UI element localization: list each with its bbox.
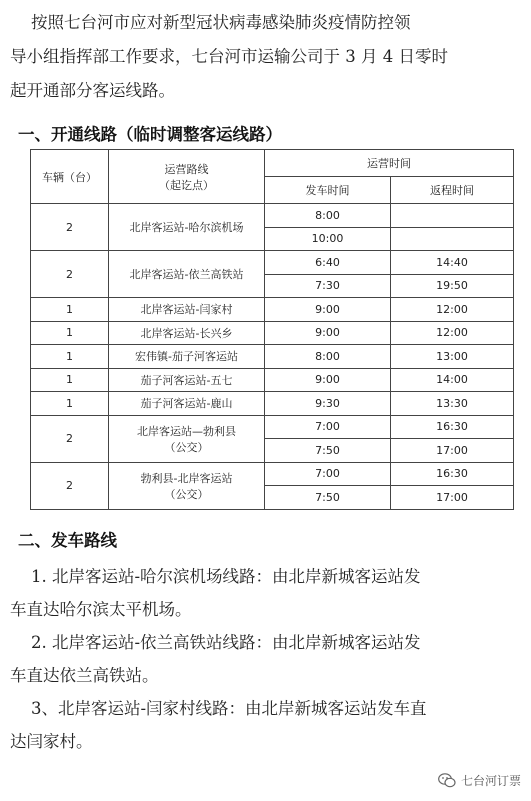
cell-depart-time: 6:40 bbox=[265, 251, 391, 275]
cell-return-time: 16:30 bbox=[391, 462, 514, 486]
cell-route bbox=[109, 204, 265, 251]
cell-return-time: 14:40 bbox=[391, 251, 514, 275]
cell-return-time: 13:00 bbox=[391, 345, 514, 369]
route-label: 茄子河客运站-五七 bbox=[140, 373, 233, 387]
cell-vehicles: 2 bbox=[31, 462, 109, 509]
section2-title: 二、发车路线 bbox=[18, 531, 117, 550]
header-vehicles: 车辆（台） bbox=[31, 150, 109, 204]
table-row bbox=[31, 251, 514, 275]
intro-line-2: 导小组指挥部工作要求，七台河市运输公司于 3 月 4 日零时 bbox=[10, 47, 448, 66]
watermark bbox=[438, 772, 521, 789]
route-label: 勃利县-北岸客运站 bbox=[140, 471, 233, 485]
cell-depart-time: 9:00 bbox=[265, 321, 391, 345]
cell-return-time: 16:30 bbox=[391, 415, 514, 439]
cell-route bbox=[109, 368, 265, 392]
table-row bbox=[31, 345, 514, 369]
cell-vehicles: 1 bbox=[31, 392, 109, 416]
cell-depart-time: 7:00 bbox=[265, 462, 391, 486]
cell-route bbox=[109, 392, 265, 416]
route-sub-label: （公交） bbox=[164, 440, 209, 454]
cell-return-time bbox=[391, 204, 514, 228]
cell-return-time bbox=[391, 227, 514, 251]
header-time: 运营时间 bbox=[265, 150, 514, 177]
cell-vehicles: 2 bbox=[31, 251, 109, 298]
section1-title: 一、开通线路（临时调整客运线路） bbox=[18, 125, 282, 144]
cell-vehicles: 2 bbox=[31, 204, 109, 251]
cell-return-time: 17:00 bbox=[391, 439, 514, 463]
routes-description bbox=[10, 560, 523, 758]
route-label: 宏伟镇-茄子河客运站 bbox=[135, 350, 238, 364]
cell-route bbox=[109, 251, 265, 298]
route-line: 达闫家村。 bbox=[10, 732, 93, 751]
table-row bbox=[31, 415, 514, 439]
cell-depart-time: 9:30 bbox=[265, 392, 391, 416]
cell-vehicles: 1 bbox=[31, 321, 109, 345]
table-row bbox=[31, 368, 514, 392]
cell-depart-time: 8:00 bbox=[265, 204, 391, 228]
cell-depart-time: 7:30 bbox=[265, 274, 391, 298]
cell-return-time: 12:00 bbox=[391, 321, 514, 345]
cell-return-time: 13:30 bbox=[391, 392, 514, 416]
cell-return-time: 17:00 bbox=[391, 486, 514, 510]
table-row bbox=[31, 321, 514, 345]
cell-route bbox=[109, 345, 265, 369]
cell-vehicles: 1 bbox=[31, 298, 109, 322]
route-label: 北岸客运站—勃利县 bbox=[137, 424, 236, 438]
watermark-label: 七台河订票 bbox=[460, 774, 521, 788]
route-line: 2. 北岸客运站-依兰高铁站线路：由北岸新城客运站发 bbox=[10, 633, 421, 652]
route-line: 1. 北岸客运站-哈尔滨机场线路：由北岸新城客运站发 bbox=[10, 567, 421, 586]
cell-route bbox=[109, 462, 265, 509]
intro-paragraph bbox=[10, 6, 523, 108]
cell-route bbox=[109, 415, 265, 462]
intro-line-3: 起开通部分客运线路。 bbox=[10, 81, 175, 100]
cell-return-time: 12:00 bbox=[391, 298, 514, 322]
schedule-table bbox=[30, 149, 514, 510]
header-return: 返程时间 bbox=[391, 177, 514, 204]
header-route bbox=[109, 150, 265, 204]
route-line: 车直达依兰高铁站。 bbox=[10, 666, 159, 685]
cell-route bbox=[109, 298, 265, 322]
cell-vehicles: 2 bbox=[31, 415, 109, 462]
table-row bbox=[31, 392, 514, 416]
cell-depart-time: 7:00 bbox=[265, 415, 391, 439]
route-sub-label: （公交） bbox=[164, 487, 209, 501]
cell-depart-time: 10:00 bbox=[265, 227, 391, 251]
intro-line-1: 按照七台河市应对新型冠状病毒感染肺炎疫情防控领 bbox=[10, 13, 411, 32]
table-row bbox=[31, 462, 514, 486]
cell-depart-time: 9:00 bbox=[265, 368, 391, 392]
header-route-sub: （起讫点） bbox=[159, 178, 214, 192]
cell-depart-time: 7:50 bbox=[265, 439, 391, 463]
cell-route bbox=[109, 321, 265, 345]
table-row bbox=[31, 298, 514, 322]
wechat-icon bbox=[438, 773, 456, 788]
cell-depart-time: 8:00 bbox=[265, 345, 391, 369]
route-line: 车直达哈尔滨太平机场。 bbox=[10, 600, 192, 619]
header-route-label: 运营路线 bbox=[164, 162, 209, 176]
cell-depart-time: 7:50 bbox=[265, 486, 391, 510]
route-label: 北岸客运站-依兰高铁站 bbox=[129, 268, 244, 281]
cell-depart-time: 9:00 bbox=[265, 298, 391, 322]
route-label: 北岸客运站-哈尔滨机场 bbox=[129, 221, 244, 234]
route-label: 北岸客运站-长兴乡 bbox=[140, 326, 233, 340]
route-label: 茄子河客运站-鹿山 bbox=[140, 397, 233, 411]
cell-vehicles: 1 bbox=[31, 345, 109, 369]
route-line: 3、北岸客运站-闫家村线路：由北岸新城客运站发车直 bbox=[10, 699, 427, 718]
route-label: 北岸客运站-闫家村 bbox=[140, 303, 233, 317]
header-depart: 发车时间 bbox=[265, 177, 391, 204]
cell-return-time: 19:50 bbox=[391, 274, 514, 298]
cell-vehicles: 1 bbox=[31, 368, 109, 392]
cell-return-time: 14:00 bbox=[391, 368, 514, 392]
table-row bbox=[31, 204, 514, 228]
